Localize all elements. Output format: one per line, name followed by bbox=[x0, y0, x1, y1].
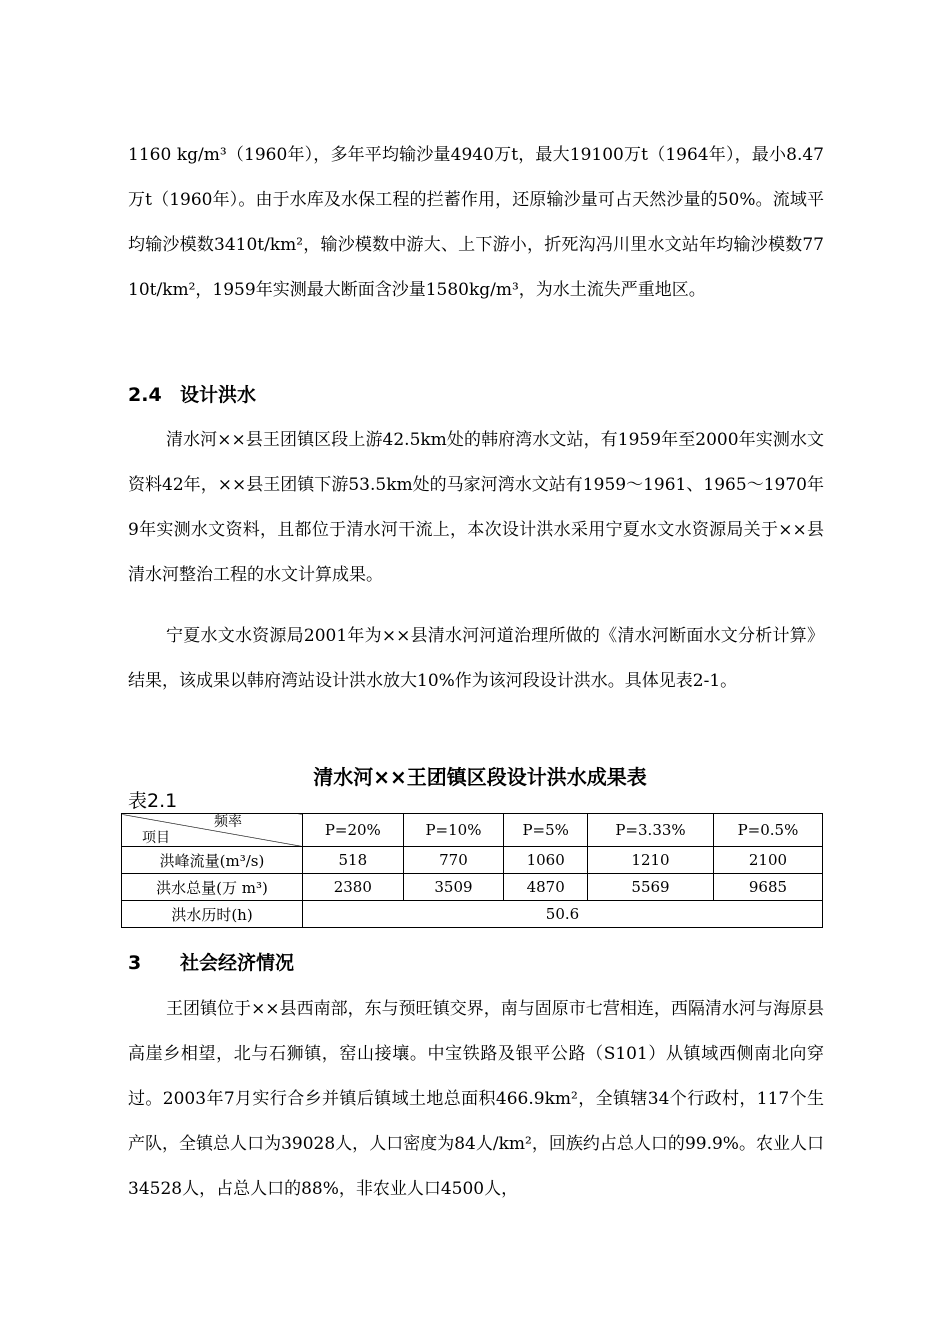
table-label: 表2.1 bbox=[128, 790, 178, 812]
table-cell: 5569 bbox=[588, 874, 714, 901]
table-cell: 3509 bbox=[403, 874, 504, 901]
table-cell: 4870 bbox=[504, 874, 588, 901]
table-cell: 2100 bbox=[713, 847, 822, 874]
table-title: 清水河××王团镇区段设计洪水成果表 bbox=[313, 765, 647, 789]
heading-design-flood bbox=[128, 381, 256, 409]
column-header: P=3.33% bbox=[588, 814, 714, 847]
heading-number: 2.4 bbox=[128, 384, 162, 406]
column-header: P=0.5% bbox=[713, 814, 822, 847]
paragraph-hydrology-stations: 清水河××县王团镇区段上游42.5km处的韩府湾水文站，有1959年至2000年实测水文资料42年，××县王团镇下游53.5km处的马家河湾水文站有1959～1961、1965～1970年9年实测水文资料，且都位于清水河干流上，本次设计洪水采用宁夏水文水资源局关于××县清水河整治工程的水文计算成果。 bbox=[128, 430, 824, 585]
paragraph-town-overview: 王团镇位于××县西南部，东与预旺镇交界，南与固原市七营相连，西隔清水河与海原县高崖乡相望，北与石狮镇，窑山接壤。中宝铁路及银平公路（S101）从镇域西侧南北向穿过。2003年7月实行合乡并镇后镇域土地总面积466.9km²，全镇辖34个行政村，117个生产队，全镇总人口为39028人，人口密度为84人/km²，回族约占总人口的99.9%。农业人口34528人，占总人口的88%，非农业人口4500人， bbox=[128, 999, 824, 1199]
column-header: P=20% bbox=[303, 814, 404, 847]
table-cell: 1060 bbox=[504, 847, 588, 874]
corner-item-label: 项目 bbox=[142, 830, 170, 846]
table-cell: 770 bbox=[403, 847, 504, 874]
table-cell: 9685 bbox=[713, 874, 822, 901]
paragraph-sediment: 1160 kg/m³（1960年），多年平均输沙量4940万t，最大19100万t（1964年），最小8.47万t（1960年）。由于水库及水保工程的拦蓄作用，还原输沙量可占天然沙量的50%。流域平均输沙模数3410t/km²，输沙模数中游大、上下游小，折死沟冯川里水文站年均输沙模数7710t/km²，1959年实测最大断面含沙量1580kg/m³，为水土流失严重地区。 bbox=[128, 145, 824, 300]
table-cell: 1210 bbox=[588, 847, 714, 874]
table-row bbox=[122, 901, 823, 928]
table-cell: 2380 bbox=[303, 874, 404, 901]
heading-text: 社会经济情况 bbox=[180, 952, 295, 974]
table-header-row bbox=[122, 814, 823, 847]
table-cell: 518 bbox=[303, 847, 404, 874]
table-row bbox=[122, 847, 823, 874]
design-flood-table bbox=[121, 813, 823, 928]
row-label: 洪水历时(h) bbox=[122, 901, 303, 928]
table-row bbox=[122, 874, 823, 901]
column-header: P=5% bbox=[504, 814, 588, 847]
table-cell-merged: 50.6 bbox=[303, 901, 823, 928]
row-label: 洪峰流量(m³/s) bbox=[122, 847, 303, 874]
paragraph-calculation-result: 宁夏水文水资源局2001年为××县清水河河道治理所做的《清水河断面水文分析计算》结果，该成果以韩府湾站设计洪水放大10%作为该河段设计洪水。具体见表2-1。 bbox=[128, 626, 824, 691]
table-corner-cell bbox=[122, 814, 303, 847]
row-label: 洪水总量(万 m³) bbox=[122, 874, 303, 901]
heading-text: 设计洪水 bbox=[180, 384, 257, 406]
column-header: P=10% bbox=[403, 814, 504, 847]
heading-socioeconomic bbox=[128, 949, 294, 977]
heading-number: 3 bbox=[128, 952, 142, 974]
corner-frequency-label: 频率 bbox=[214, 814, 242, 830]
